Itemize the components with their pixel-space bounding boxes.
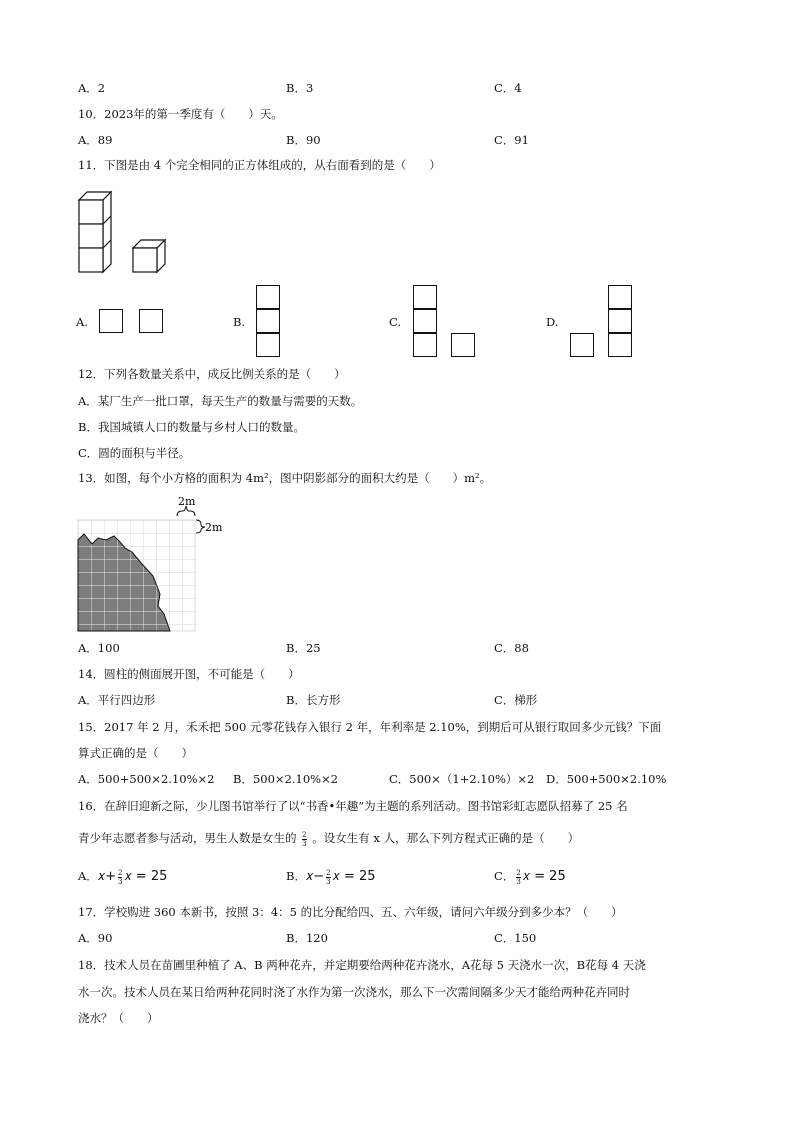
q11-c-square-3 xyxy=(413,333,437,357)
q11-a-square-2 xyxy=(139,309,163,333)
q18-line1: 18．技术人员在苗圃里种植了 A、B 两种花卉，并定期要给两种花卉浇水，A花每 5 天浇水一次，B花每 4 天浇 xyxy=(78,958,646,972)
q13-option-a: A．100 xyxy=(78,641,120,655)
q16-option-c: C． $\frac{2}{3}$ 𝑥 = 25 xyxy=(494,868,566,886)
q17-option-c: C．150 xyxy=(494,931,537,945)
q11-c-square-1 xyxy=(413,285,437,309)
q13-option-c: C．88 xyxy=(494,641,529,655)
q11-option-d-label: D. xyxy=(546,315,559,329)
q10-stem: 10．2023年的第一季度有（ ）天。 xyxy=(78,107,283,121)
q18-line2: 水一次。技术人员在某日给两种花同时浇了水作为第一次浇水，那么下一次需间隔多少天才能给两种花卉同时 xyxy=(78,985,630,999)
q13-stem: 13．如图，每个小方格的面积为 4m²，图中阴影部分的面积大约是（ ）m²。 xyxy=(78,471,492,485)
q14-option-a: A．平行四边形 xyxy=(78,693,156,707)
q11-b-square-3 xyxy=(256,333,280,357)
q10-option-c: C．91 xyxy=(494,133,529,147)
q14-stem: 14．圆柱的侧面展开图，不可能是（ ） xyxy=(78,667,300,681)
q11-solid-figure xyxy=(76,186,176,276)
q16-option-a: A．𝑥+ $\frac{2}{3}$ 𝑥 = 25 xyxy=(78,868,168,886)
q11-d-square-2 xyxy=(608,285,632,309)
q11-b-square-2 xyxy=(256,309,280,333)
q12-stem: 12．下列各数量关系中，成反比例关系的是（ ） xyxy=(78,367,346,381)
q15-option-a: A．500+500×2.10%×2 xyxy=(78,772,215,786)
q11-d-square-4 xyxy=(608,333,632,357)
q17-stem: 17．学校购进 360 本新书，按照 3：4：5 的比分配给四、五、六年级，请问六年级分到多少本？（ ） xyxy=(78,905,623,919)
q11-c-square-4 xyxy=(451,333,475,357)
q12-option-b: B．我国城镇人口的数量与乡村人口的数量。 xyxy=(78,420,305,434)
q14-option-c: C．梯形 xyxy=(494,693,538,707)
q15-stem-line2: 算式正确的是（ ） xyxy=(78,746,193,760)
q14-option-b: B．长方形 xyxy=(286,693,341,707)
q16-option-b: B．𝑥− $\frac{2}{3}$ 𝑥 = 25 xyxy=(286,868,376,886)
q9-option-c: C．4 xyxy=(494,81,522,95)
q18-line3: 浇水？（ ） xyxy=(78,1011,159,1025)
q11-d-square-1 xyxy=(570,333,594,357)
q11-option-b-label: B. xyxy=(233,315,246,329)
q11-d-square-3 xyxy=(608,309,632,333)
q9-option-a: A．2 xyxy=(78,81,106,95)
q15-stem-line1: 15．2017 年 2 月，禾禾把 500 元零花钱存入银行 2 年，年利率是 2.10%，到期后可从银行取回多少元钱？下面 xyxy=(78,720,662,734)
q13-grid-figure xyxy=(74,494,224,634)
q10-option-a: A．89 xyxy=(78,133,113,147)
q11-option-c-label: C. xyxy=(389,315,402,329)
q16-stem-line2-part1: 青少年志愿者参与活动，男生人数是女生的 xyxy=(78,831,297,845)
q11-stem: 11．下图是由 4 个完全相同的正方体组成的，从右面看到的是（ ） xyxy=(78,158,441,172)
q16-stem-line2 xyxy=(78,830,579,848)
q12-option-a: A．某厂生产一批口罩，每天生产的数量与需要的天数。 xyxy=(78,394,363,408)
q16-stem-line1: 16．在辞旧迎新之际，少儿图书馆举行了以“书香•年趣”为主题的系列活动。图书馆彩虹志愿队招募了 25 名 xyxy=(78,799,628,813)
q16-stem-fraction: $\frac{2}{3}$ xyxy=(302,830,307,848)
q15-option-c: C．500×（1+2.10%）×2 xyxy=(389,772,535,786)
q12-option-c: C．圆的面积与半径。 xyxy=(78,446,191,460)
q11-b-square-1 xyxy=(256,285,280,309)
q17-option-a: A．90 xyxy=(78,931,113,945)
q13-dim-right-label: 2m xyxy=(205,521,223,534)
q11-c-square-2 xyxy=(413,309,437,333)
q13-dim-top-label: 2m xyxy=(178,495,196,508)
q10-option-b: B．90 xyxy=(286,133,321,147)
q15-option-d: D．500+500×2.10% xyxy=(546,772,667,786)
q9-option-b: B．3 xyxy=(286,81,314,95)
q16-stem-line2-part2: 。设女生有 x 人，那么下列方程式正确的是（ ） xyxy=(312,831,580,845)
q11-a-square-1 xyxy=(99,309,123,333)
q15-option-b: B．500×2.10%×2 xyxy=(233,772,339,786)
q13-option-b: B．25 xyxy=(286,641,321,655)
q11-option-a-label: A. xyxy=(76,315,88,329)
q17-option-b: B．120 xyxy=(286,931,328,945)
